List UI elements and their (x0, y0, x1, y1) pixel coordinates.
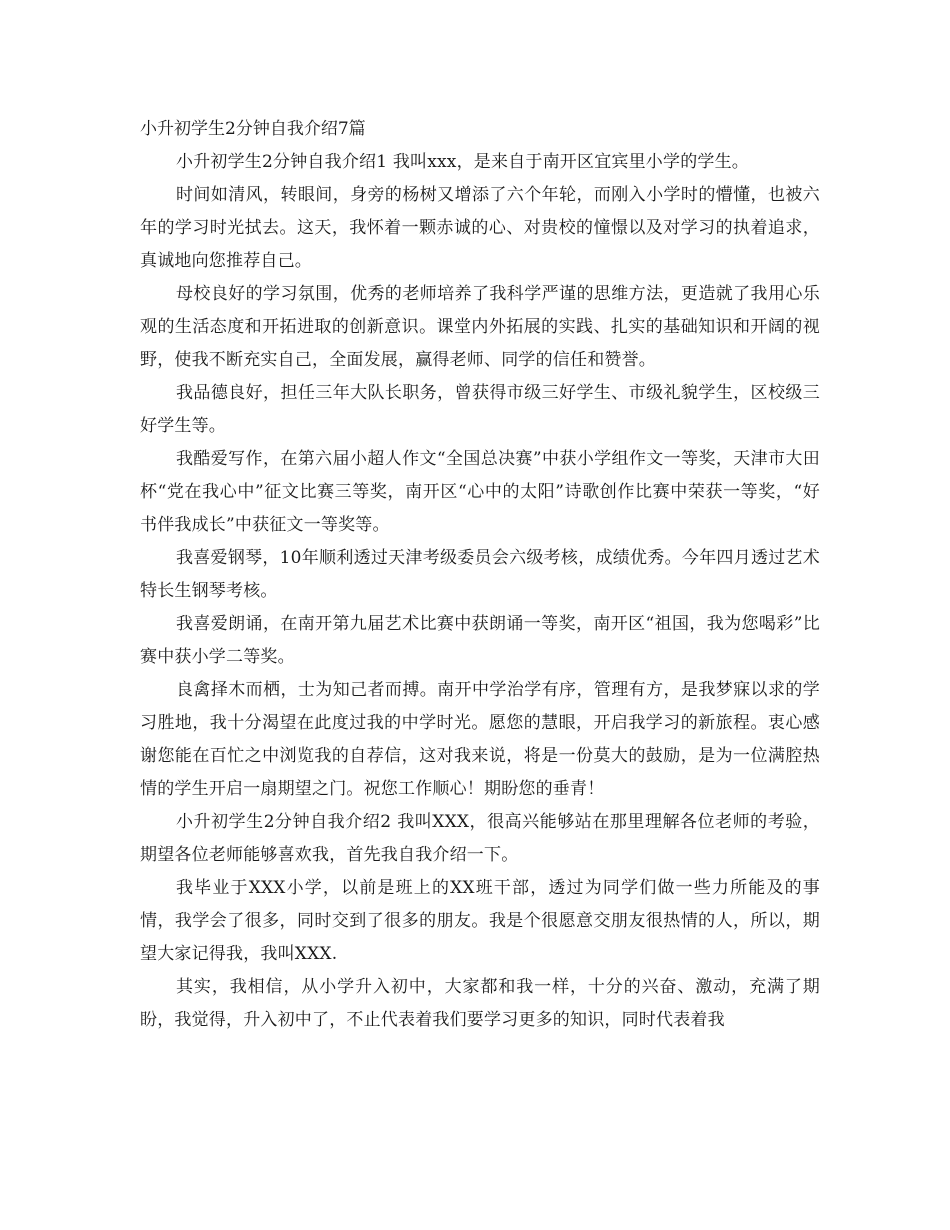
paragraph: 母校良好的学习氛围，优秀的老师培养了我科学严谨的思维方法，更造就了我用心乐观的生活态度和开拓进取的创新意识。课堂内外拓展的实践、扎实的基础知识和开阔的视野，使我不断充实自己，全面发展，赢得老师、同学的信任和赞誉。 (140, 284, 820, 370)
paragraph: 其实，我相信，从小学升入初中，大家都和我一样，十分的兴奋、激动，充满了期盼，我觉得，升入初中了，不止代表着我们要学习更多的知识，同时代表着我 (140, 977, 820, 1030)
paragraph: 我酷爱写作，在第六届小超人作文“全国总决赛”中获小学组作文一等奖，天津市大田杯“党在我心中”征文比赛三等奖，南开区“心中的太阳”诗歌创作比赛中荣获一等奖，“好书伴我成长”中获征文一等奖等。 (140, 449, 820, 535)
paragraph: 我喜爱朗诵，在南开第九届艺术比赛中获朗诵一等奖，南开区“祖国，我为您喝彩”比赛中获小学二等奖。 (140, 614, 820, 667)
paragraph: 我品德良好，担任三年大队长职务，曾获得市级三好学生、市级礼貌学生，区校级三好学生等。 (140, 383, 820, 436)
document-body (140, 113, 820, 1037)
paragraph: 良禽择木而栖，士为知己者而搏。南开中学治学有序，管理有方，是我梦寐以求的学习胜地，我十分渴望在此度过我的中学时光。愿您的慧眼，开启我学习的新旅程。衷心感谢您能在百忙之中浏览我的自荐信，这对我来说，将是一份莫大的鼓励，是为一位满腔热情的学生开启一扇期望之门。祝您工作顺心！期盼您的垂青！ (140, 680, 820, 799)
paragraph: 我毕业于XXX小学，以前是班上的XX班干部，透过为同学们做一些力所能及的事情，我学会了很多，同时交到了很多的朋友。我是个很愿意交朋友很热情的人，所以，期望大家记得我，我叫XXX. (140, 878, 820, 964)
paragraph: 小升初学生2分钟自我介绍1 我叫xxx，是来自于南开区宜宾里小学的学生。 (176, 152, 749, 172)
paragraph: 小升初学生2分钟自我介绍2 我叫XXX，很高兴能够站在那里理解各位老师的考验，期望各位老师能够喜欢我，首先我自我介绍一下。 (140, 812, 820, 865)
document-title: 小升初学生2分钟自我介绍7篇 (140, 119, 366, 139)
paragraph: 时间如清风，转眼间，身旁的杨树又增添了六个年轮，而刚入小学时的懵懂，也被六年的学习时光拭去。这天，我怀着一颗赤诚的心、对贵校的憧憬以及对学习的执着追求，真诚地向您推荐自己。 (140, 185, 820, 271)
paragraph: 我喜爱钢琴，10年顺利透过天津考级委员会六级考核，成绩优秀。今年四月透过艺术特长生钢琴考核。 (140, 548, 820, 601)
